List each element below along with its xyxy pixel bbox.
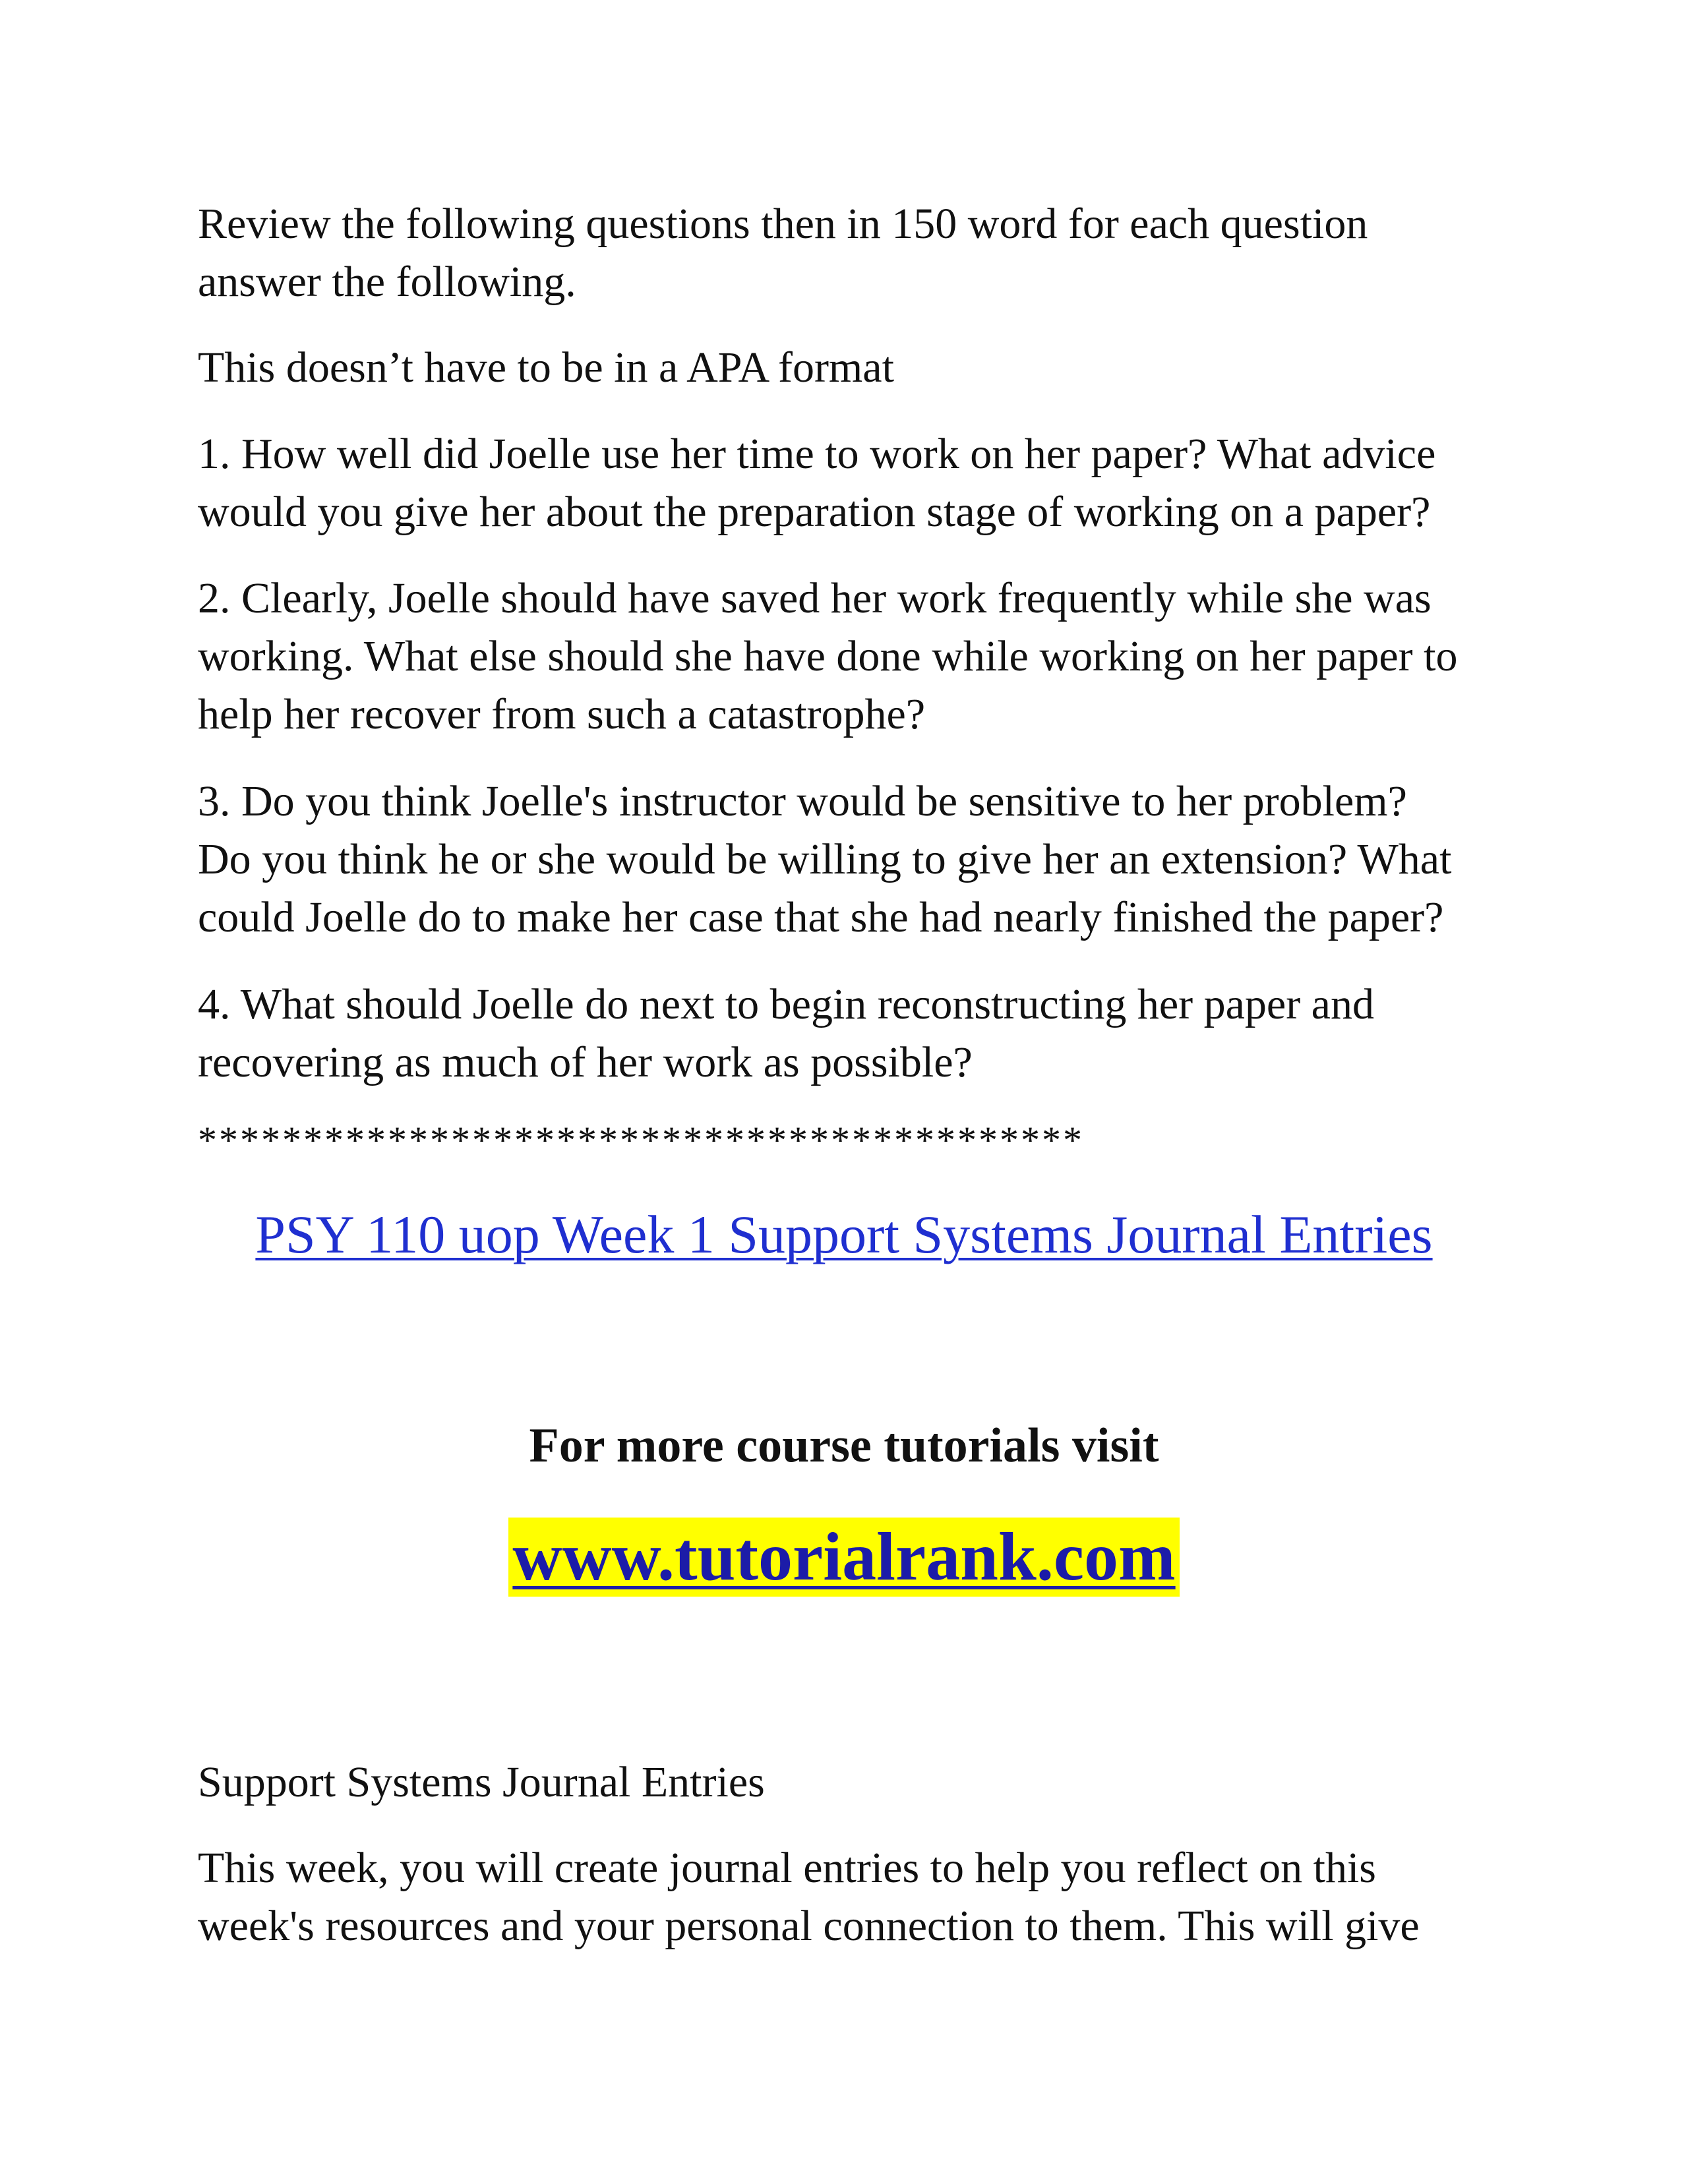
question-2-line-2: working. What else should she have done while working on her paper to (198, 632, 1458, 680)
course-link[interactable]: PSY 110 uop Week 1 Support Systems Journal Entries (255, 1204, 1433, 1264)
question-3 (198, 773, 1503, 947)
asterisk-separator: ****************************************** (198, 1119, 1084, 1162)
format-note (198, 339, 1503, 397)
question-3-line-3: could Joelle do to make her case that she had nearly finished the paper? (198, 893, 1444, 941)
intro-paragraph (198, 195, 1503, 311)
format-note-text: This doesn’t have to be in a APA format (198, 343, 894, 392)
question-1-line-2: would you give her about the preparation stage of working on a paper? (198, 488, 1431, 536)
question-3-line-2: Do you think he or she would be willing to give her an extension? What (198, 835, 1452, 883)
question-3-line-1: 3. Do you think Joelle's instructor would be sensitive to her problem? (198, 777, 1407, 825)
intro-line-2: answer the following. (198, 258, 576, 306)
site-link[interactable]: www.tutorialrank.com (508, 1518, 1179, 1597)
intro-line-1: Review the following questions then in 150 word for each question (198, 200, 1368, 248)
question-1-line-1: 1. How well did Joelle use her time to work on her paper? What advice (198, 430, 1436, 478)
question-2 (198, 570, 1503, 744)
course-link-container (0, 1202, 1688, 1268)
promo-heading: For more course tutorials visit (529, 1419, 1159, 1473)
section-title-text: Support Systems Journal Entries (198, 1758, 765, 1806)
question-2-line-3: help her recover from such a catastrophe? (198, 690, 926, 738)
question-2-line-1: 2. Clearly, Joelle should have saved her work frequently while she was (198, 574, 1432, 622)
site-link-container (0, 1518, 1688, 1597)
question-4-line-2: recovering as much of her work as possible? (198, 1038, 973, 1086)
question-4-line-1: 4. What should Joelle do next to begin reconstructing her paper and (198, 980, 1374, 1028)
section-title (198, 1754, 1503, 1812)
body-line-1: This week, you will create journal entries to help you reflect on this (198, 1844, 1376, 1892)
body-paragraph (198, 1839, 1503, 1955)
body-line-2: week's resources and your personal connection to them. This will give (198, 1902, 1420, 1950)
question-4 (198, 976, 1503, 1092)
question-1 (198, 425, 1503, 541)
